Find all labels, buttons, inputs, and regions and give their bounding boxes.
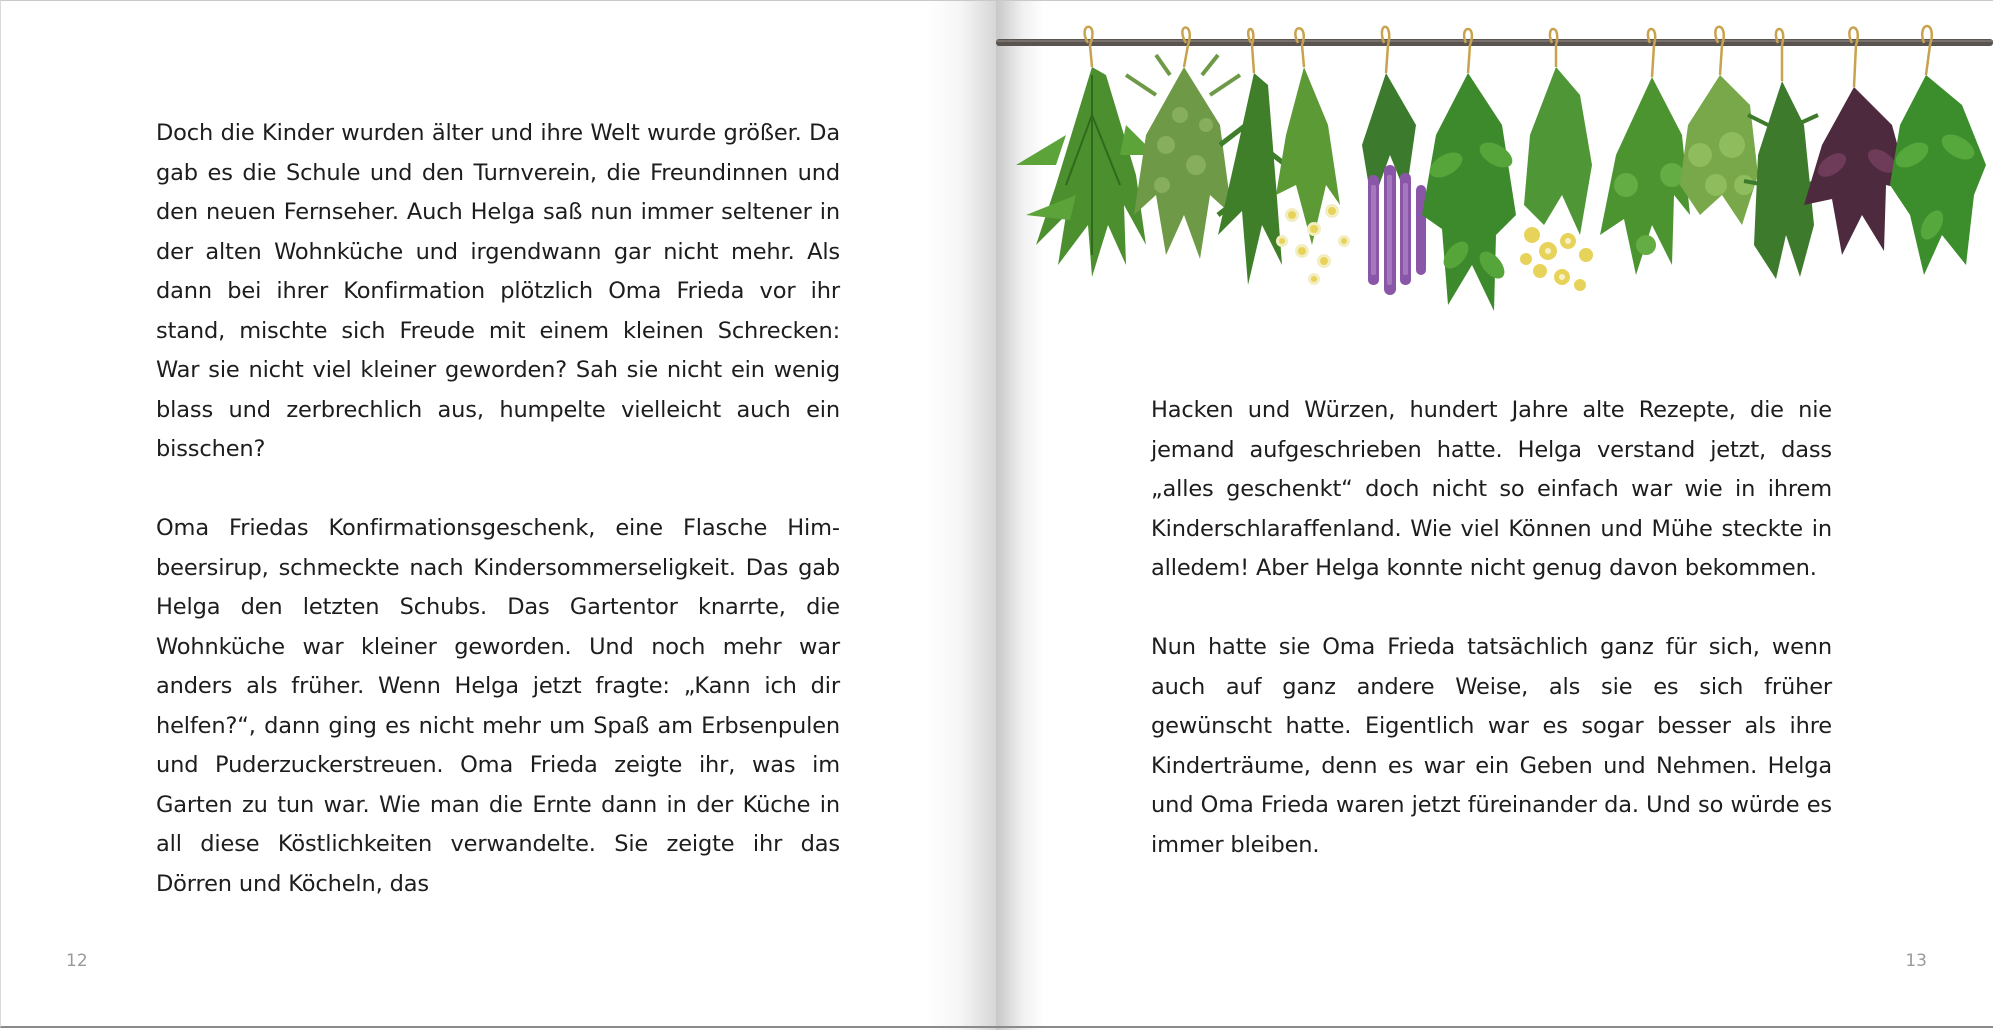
paragraph: Hacken und Würzen, hundert Jahre alte Rezepte, die nie jemand aufgeschrieben hatte. Helga verstand jetzt, dass „alles geschenkt“ doch nicht so einfach war wie in ihrem Kinderschlaraffenland. Wie viel Können und Mühe steckte in alledem! Aber Helga konnte nicht genug davon bekommen. (1151, 397, 1832, 581)
gutter-shadow (926, 0, 996, 1030)
right-page (996, 0, 1993, 1030)
paragraph: Nun hatte sie Oma Frieda tatsächlich ganz für sich, wenn auch auf ganz andere Weise, als sie es sich früher gewünscht hatte. Eigentlich war es sogar besser als ihre Kinderträume, denn es war ein Geben und Nehmen. Helga und Oma Frieda waren jetzt füreinander da. Und so würde es immer bleiben. (1151, 634, 1832, 858)
left-page (0, 0, 996, 1030)
herb-bundle-basil (1890, 75, 1986, 275)
herb-bundle-parsley (1600, 77, 1690, 275)
left-page-text (156, 114, 840, 904)
hanging-herbs-illustration (996, 15, 1993, 355)
herb-bundle-oregano (1680, 75, 1758, 225)
twine-ties (1085, 26, 1932, 87)
herb-bundle-mint (1422, 73, 1517, 311)
herb-bundle-yarrow (1520, 67, 1593, 291)
herb-bundle-arugula (1016, 67, 1156, 277)
herb-bundle-lavender (1362, 73, 1426, 295)
right-page-text (1151, 391, 1832, 865)
herb-bundle-chamomile (1276, 67, 1350, 285)
paragraph: Doch die Kinder wurden älter und ihre Welt wurde größer. Da gab es die Schule und den Turnverein, die Freundinnen und den neuen Fernseher. Auch Helga saß nun immer seltener in der alten Wohnküche und irgendwann gar nicht mehr. Als dann bei ihrer Konfirmation plötzlich Oma Frieda vor ihr stand, mischte sich Freude mit einem kleinen Schrecken: War sie nicht viel kleiner geworden? Sah sie nicht ein wenig blass und zerbrechlich aus, humpelte vielleicht auch ein bisschen? (156, 120, 840, 462)
herb-bundle-tarragon (1218, 73, 1286, 285)
paragraph: Oma Friedas Konfirmationsgeschenk, eine Flasche Himbeersirup, schmeckte nach Kindersommerseligkeit. Das gab Helga den letzten Schubs. Das Gartentor knarrte, die Wohnküche war kleiner geworden. Und noch mehr war anders als früher. Wenn Helga jetzt fragte: „Kann ich dir helfen?“, dann ging es nicht mehr um Spaß am Erbsenpulen und Puderzuckerstreuen. Oma Frieda zeigte ihr, was im Garten zu tun war. Wie man die Ernte dann in der Küche in all diese Köstlichkeiten verwandelte. Sie zeigte ihr das Dörren und Köcheln, das (156, 515, 840, 897)
page-number: 12 (66, 951, 88, 971)
page-number: 13 (1905, 951, 1927, 971)
